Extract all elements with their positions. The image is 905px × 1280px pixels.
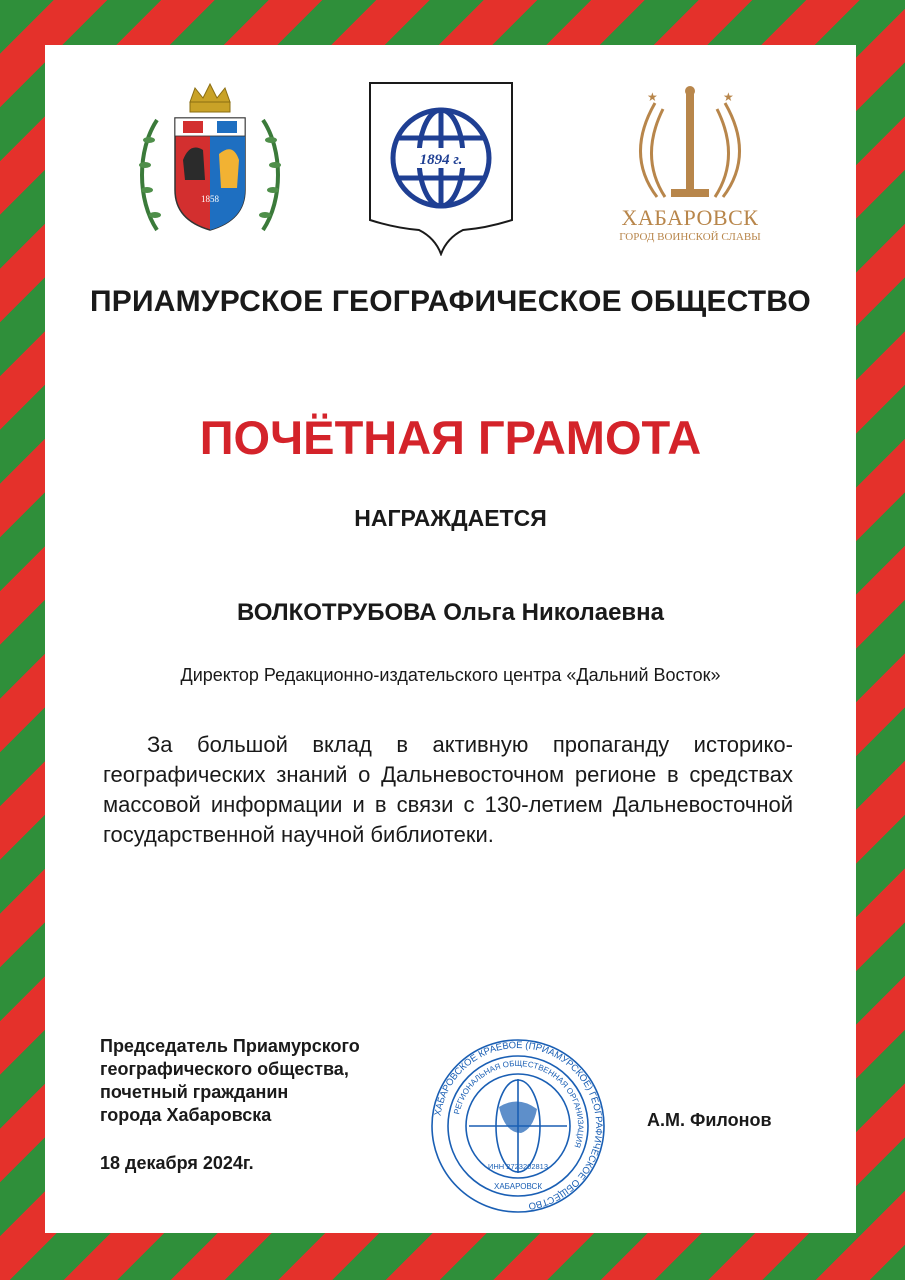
coat-of-arms-icon: [135, 80, 285, 250]
chairman-title-line: города Хабаровска: [100, 1105, 272, 1125]
city-logo-subtitle: ГОРОД ВОИНСКОЙ СЛАВЫ: [619, 231, 761, 243]
certificate-sheet: [45, 45, 856, 1233]
society-emblem-icon: [367, 80, 515, 256]
organization-name: ПРИАМУРСКОЕ ГЕОГРАФИЧЕСКОЕ ОБЩЕСТВО: [90, 285, 811, 318]
coat-of-arms-year: 1858: [201, 194, 219, 204]
signature-date: 18 декабря 2024г.: [100, 1153, 254, 1173]
city-logo-title: ХАБАРОВСК: [621, 205, 759, 230]
seal-outer-text: ХАБАРОВСКОЕ КРАЕВОЕ (ПРИАМУРСКОЕ) ГЕОГРАФИЧЕСКОЕ ОБЩЕСТВО: [432, 1039, 605, 1212]
seal-inn: ИНН 2723202813: [487, 1162, 549, 1171]
seal-city: ХАБАРОВСК: [494, 1182, 542, 1191]
seal-inner-text: РЕГИОНАЛЬНАЯ ОБЩЕСТВЕННАЯ ОРГАНИЗАЦИЯ: [452, 1058, 586, 1149]
chairman-title-line: почетный гражданин: [100, 1082, 289, 1102]
society-emblem-year: 1894 г.: [419, 152, 463, 168]
organization-seal: [429, 1037, 607, 1215]
signer-name: А.М. Филонов: [647, 1110, 772, 1130]
svg-text:★: ★: [723, 90, 734, 104]
city-logo: [595, 205, 785, 243]
award-citation: За большой вклад в активную пропаганду историко-географических знаний о Дальневосточном регионе в средствах массовой информации и в связи с 130-летием Дальневосточной государственной научной библиотеки.: [103, 732, 793, 847]
certificate-title: ПОЧЁТНАЯ ГРАМОТА: [199, 411, 702, 464]
svg-text:★: ★: [647, 90, 658, 104]
city-monument-icon: [615, 85, 765, 205]
chairman-title-line: географического общества,: [100, 1059, 349, 1079]
awarded-label: НАГРАЖДАЕТСЯ: [354, 505, 547, 531]
recipient-position: Директор Редакционно-издательского центра «Дальний Восток»: [180, 665, 721, 685]
chairman-title: [100, 1035, 430, 1127]
chairman-title-line: Председатель Приамурского: [100, 1036, 360, 1056]
recipient-name: ВОЛКОТРУБОВА Ольга Николаевна: [236, 599, 665, 626]
